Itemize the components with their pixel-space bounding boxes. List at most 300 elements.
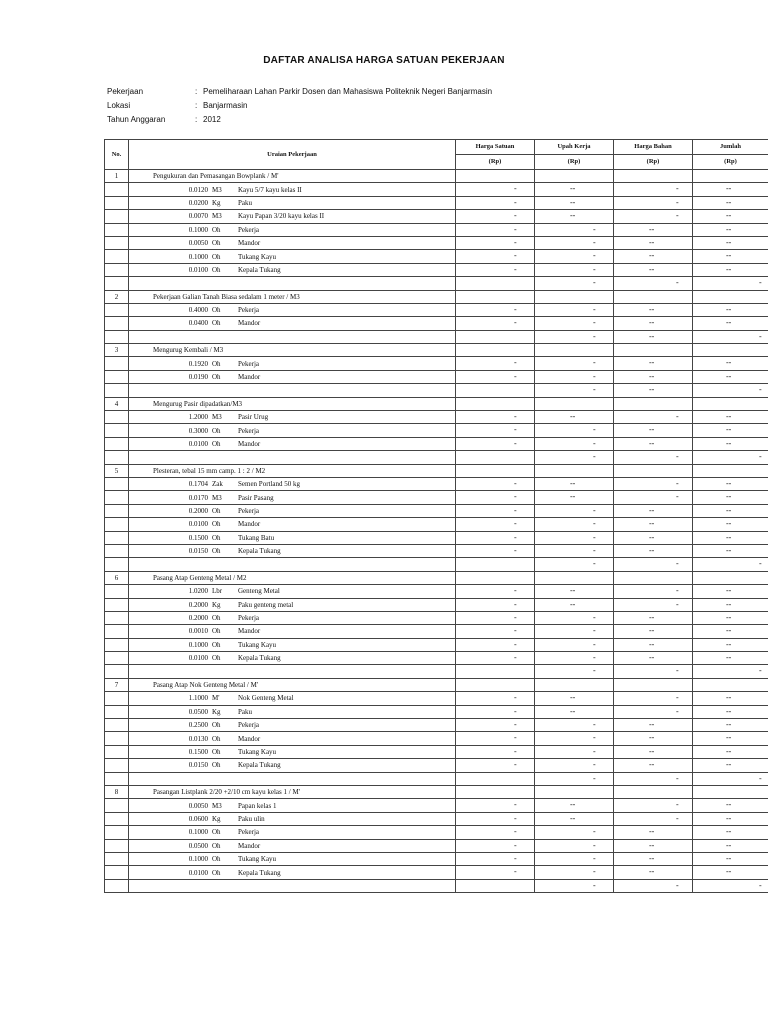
component-cell [129, 531, 456, 544]
component-cell [129, 223, 456, 236]
value-cell [693, 424, 768, 437]
component-name: Mandor [238, 627, 261, 636]
value-cell [693, 210, 768, 223]
section-row [105, 290, 768, 303]
component-name: Paku genteng metal [238, 600, 294, 609]
unit: Oh [212, 225, 221, 234]
value-cell [456, 826, 535, 839]
header-jumlah: Jumlah [693, 140, 768, 155]
placeholder-dash: - [514, 746, 517, 756]
info-row-lokasi: Lokasi : Banjarmasin [107, 100, 248, 110]
placeholder-dash: - [593, 438, 596, 448]
unit: Oh [212, 547, 221, 556]
placeholder-dash: -- [726, 318, 732, 328]
unit: Oh [212, 533, 221, 542]
placeholder-dash: -- [649, 853, 655, 863]
coefficient: 0.0100 [188, 265, 208, 274]
placeholder-dash: - [514, 867, 517, 877]
placeholder-dash: -- [726, 746, 732, 756]
value-cell [456, 236, 535, 249]
placeholder-dash: - [593, 452, 596, 462]
coefficient: 0.0100 [188, 520, 208, 529]
value-cell [693, 745, 768, 758]
component-cell [129, 196, 456, 209]
unit: Oh [212, 319, 221, 328]
value-cell [693, 571, 768, 584]
placeholder-dash: - [514, 478, 517, 488]
placeholder-dash: - [593, 331, 596, 341]
value-cell [535, 384, 614, 397]
component-name: Pekerja [238, 426, 259, 435]
value-cell [693, 344, 768, 357]
table-row [105, 732, 768, 745]
placeholder-dash: - [676, 813, 679, 823]
value-cell [535, 772, 614, 785]
placeholder-dash: -- [649, 425, 655, 435]
value-cell [614, 732, 693, 745]
placeholder-dash: - [759, 880, 762, 890]
placeholder-dash: - [759, 452, 762, 462]
unit: Oh [212, 855, 221, 864]
placeholder-dash: - [514, 813, 517, 823]
placeholder-dash: - [593, 733, 596, 743]
placeholder-dash: - [514, 639, 517, 649]
placeholder-dash: -- [649, 438, 655, 448]
value-cell [456, 424, 535, 437]
component-cell [129, 544, 456, 557]
placeholder-dash: - [676, 452, 679, 462]
placeholder-dash: - [593, 746, 596, 756]
value-cell [693, 183, 768, 196]
coefficient: 0.0010 [188, 627, 208, 636]
placeholder-dash: - [514, 197, 517, 207]
value-cell [614, 236, 693, 249]
placeholder-dash: -- [570, 478, 576, 488]
value-cell [535, 611, 614, 624]
section-row [105, 678, 768, 691]
component-cell [129, 357, 456, 370]
table-row [105, 866, 768, 879]
value-cell [535, 558, 614, 571]
value-cell [614, 759, 693, 772]
placeholder-dash: -- [649, 720, 655, 730]
placeholder-dash: - [514, 505, 517, 515]
component-name: Paku [238, 707, 252, 716]
component-name: Mandor [238, 319, 261, 328]
placeholder-dash: - [514, 519, 517, 529]
placeholder-dash: -- [649, 840, 655, 850]
item-number: 4 [105, 397, 129, 410]
coefficient: 0.2500 [188, 721, 208, 730]
component-cell [129, 611, 456, 624]
value-cell [535, 625, 614, 638]
placeholder-dash: - [676, 412, 679, 422]
item-number: 3 [105, 344, 129, 357]
value-cell [456, 866, 535, 879]
subtotal-row [105, 665, 768, 678]
placeholder-dash: -- [570, 492, 576, 502]
unit: Kg [212, 198, 221, 207]
placeholder-dash: - [593, 760, 596, 770]
component-cell [129, 317, 456, 330]
value-cell [535, 826, 614, 839]
placeholder-dash: - [593, 867, 596, 877]
placeholder-dash: - [514, 733, 517, 743]
coefficient: 0.1000 [188, 855, 208, 864]
item-number: 8 [105, 785, 129, 798]
value-cell [456, 531, 535, 544]
value-cell [456, 504, 535, 517]
value-cell [535, 759, 614, 772]
component-name: Genteng Metal [238, 587, 280, 596]
value-cell [614, 745, 693, 758]
value-cell [693, 518, 768, 531]
component-cell [129, 411, 456, 424]
component-name: Paku [238, 198, 252, 207]
placeholder-dash: - [759, 331, 762, 341]
placeholder-dash: - [514, 532, 517, 542]
value-cell [693, 263, 768, 276]
value-cell [614, 196, 693, 209]
component-name: Pasir Urug [238, 413, 269, 422]
placeholder-dash: -- [726, 586, 732, 596]
unit: Oh [212, 506, 221, 515]
coefficient: 0.2000 [188, 614, 208, 623]
placeholder-dash: -- [649, 760, 655, 770]
value-cell [614, 223, 693, 236]
value-cell [456, 625, 535, 638]
component-cell [129, 852, 456, 865]
unit: M3 [212, 413, 222, 422]
placeholder-dash: -- [726, 840, 732, 850]
value-cell [456, 397, 535, 410]
value-cell [693, 411, 768, 424]
unit: Oh [212, 627, 221, 636]
placeholder-dash: - [593, 653, 596, 663]
component-cell [129, 477, 456, 490]
value-cell [614, 384, 693, 397]
placeholder-dash: - [593, 371, 596, 381]
component-cell [129, 303, 456, 316]
placeholder-dash: - [593, 880, 596, 890]
value-cell [456, 799, 535, 812]
placeholder-dash: -- [726, 612, 732, 622]
section-row [105, 571, 768, 584]
component-name: Pekerja [238, 306, 259, 315]
coefficient: 0.1500 [188, 747, 208, 756]
value-cell [693, 839, 768, 852]
placeholder-dash: - [514, 599, 517, 609]
component-name: Tukang Kayu [238, 640, 277, 649]
placeholder-dash: -- [726, 867, 732, 877]
value-cell [535, 585, 614, 598]
value-cell [693, 303, 768, 316]
coefficient: 0.2000 [188, 600, 208, 609]
value-cell [456, 585, 535, 598]
coefficient: 0.0050 [188, 801, 208, 810]
component-cell [129, 183, 456, 196]
component-name: Tukang Kayu [238, 747, 277, 756]
placeholder-dash: - [593, 237, 596, 247]
value-cell [693, 678, 768, 691]
component-cell [129, 585, 456, 598]
placeholder-dash: - [676, 599, 679, 609]
table-row [105, 799, 768, 812]
value-cell [693, 826, 768, 839]
value-cell [693, 384, 768, 397]
value-cell [614, 692, 693, 705]
placeholder-dash: - [593, 612, 596, 622]
info-value: 2012 [203, 114, 221, 124]
value-cell [614, 451, 693, 464]
value-cell [614, 652, 693, 665]
placeholder-dash: - [514, 840, 517, 850]
placeholder-dash: -- [726, 492, 732, 502]
value-cell [456, 170, 535, 183]
value-cell [535, 839, 614, 852]
unit: Kg [212, 600, 221, 609]
component-name: Kepala Tukang [238, 654, 281, 663]
value-cell [693, 879, 768, 892]
placeholder-dash: - [514, 412, 517, 422]
header-uraian: Uraian Pekerjaan [129, 140, 456, 170]
value-cell [614, 491, 693, 504]
component-name: Kepala Tukang [238, 265, 281, 274]
value-cell [693, 812, 768, 825]
value-cell [456, 196, 535, 209]
placeholder-dash: -- [649, 505, 655, 515]
component-name: Papan kelas 1 [238, 801, 277, 810]
placeholder-dash: - [514, 318, 517, 328]
component-name: Pekerja [238, 721, 259, 730]
table-row [105, 491, 768, 504]
table-row [105, 303, 768, 316]
unit: Oh [212, 426, 221, 435]
table-row [105, 531, 768, 544]
placeholder-dash: - [676, 800, 679, 810]
subtotal-row [105, 879, 768, 892]
value-cell [456, 303, 535, 316]
value-cell [535, 652, 614, 665]
value-cell [535, 732, 614, 745]
value-cell [456, 879, 535, 892]
value-cell [456, 598, 535, 611]
placeholder-dash: -- [726, 760, 732, 770]
component-cell [129, 638, 456, 651]
value-cell [693, 317, 768, 330]
value-cell [535, 866, 614, 879]
table-row [105, 424, 768, 437]
placeholder-dash: - [593, 639, 596, 649]
component-name: Kayu Papan 3/20 kayu kelas II [238, 212, 325, 221]
placeholder-dash: - [593, 278, 596, 288]
table-row [105, 437, 768, 450]
value-cell [614, 170, 693, 183]
coefficient: 0.0050 [188, 239, 208, 248]
value-cell [693, 531, 768, 544]
unit: Oh [212, 721, 221, 730]
value-cell [614, 290, 693, 303]
value-cell [535, 692, 614, 705]
placeholder-dash: - [514, 304, 517, 314]
unit: M3 [212, 801, 222, 810]
placeholder-dash: -- [570, 197, 576, 207]
value-cell [456, 518, 535, 531]
placeholder-dash: - [593, 559, 596, 569]
value-cell [535, 745, 614, 758]
table-row [105, 611, 768, 624]
value-cell [535, 879, 614, 892]
unit: Oh [212, 640, 221, 649]
table-row [105, 692, 768, 705]
value-cell [693, 464, 768, 477]
table-row [105, 518, 768, 531]
value-cell [614, 544, 693, 557]
coefficient: 0.0170 [188, 493, 208, 502]
value-cell [535, 236, 614, 249]
value-cell [456, 210, 535, 223]
placeholder-dash: -- [570, 211, 576, 221]
value-cell [535, 344, 614, 357]
table-row [105, 504, 768, 517]
value-cell [535, 491, 614, 504]
component-cell [129, 210, 456, 223]
placeholder-dash: -- [726, 800, 732, 810]
placeholder-dash: - [593, 840, 596, 850]
subtotal-row [105, 384, 768, 397]
placeholder-dash: - [593, 224, 596, 234]
value-cell [614, 625, 693, 638]
value-cell [614, 183, 693, 196]
value-cell [693, 598, 768, 611]
placeholder-dash: -- [649, 264, 655, 274]
placeholder-dash: - [514, 358, 517, 368]
subtotal-row [105, 451, 768, 464]
value-cell [535, 638, 614, 651]
table-row [105, 812, 768, 825]
info-label: Tahun Anggaran [107, 114, 166, 124]
header-rp: (Rp) [456, 155, 535, 170]
component-name: Tukang Batu [238, 533, 275, 542]
header-upah-kerja: Upah Kerja [535, 140, 614, 155]
table-row [105, 477, 768, 490]
placeholder-dash: -- [726, 639, 732, 649]
placeholder-dash: -- [726, 251, 732, 261]
placeholder-dash: - [676, 478, 679, 488]
component-name: Nok Genteng Metal [238, 694, 294, 703]
value-cell [614, 317, 693, 330]
value-cell [456, 491, 535, 504]
component-name: Pekerja [238, 828, 259, 837]
component-name: Pekerja [238, 614, 259, 623]
placeholder-dash: - [593, 626, 596, 636]
value-cell [614, 210, 693, 223]
table-row [105, 250, 768, 263]
placeholder-dash: - [759, 385, 762, 395]
value-cell [693, 223, 768, 236]
component-cell [129, 491, 456, 504]
value-cell [456, 290, 535, 303]
component-name: Semen Portland 50 kg [238, 480, 301, 489]
subtotal-row [105, 558, 768, 571]
value-cell [456, 705, 535, 718]
table-row [105, 638, 768, 651]
section-row [105, 170, 768, 183]
analysis-table [104, 139, 768, 893]
subtotal-row [105, 772, 768, 785]
value-cell [614, 611, 693, 624]
placeholder-dash: - [514, 693, 517, 703]
component-cell [129, 598, 456, 611]
header-harga-satuan: Harga Satuan [456, 140, 535, 155]
value-cell [456, 558, 535, 571]
placeholder-dash: -- [726, 532, 732, 542]
value-cell [614, 678, 693, 691]
value-cell [614, 785, 693, 798]
unit: Oh [212, 828, 221, 837]
table-row [105, 759, 768, 772]
value-cell [693, 504, 768, 517]
placeholder-dash: -- [649, 224, 655, 234]
component-name: Mandor [238, 734, 261, 743]
value-cell [456, 263, 535, 276]
placeholder-dash: -- [649, 519, 655, 529]
placeholder-dash: -- [726, 827, 732, 837]
table-row [105, 411, 768, 424]
placeholder-dash: - [593, 505, 596, 515]
value-cell [614, 277, 693, 290]
value-cell [456, 183, 535, 196]
placeholder-dash: - [514, 211, 517, 221]
value-cell [614, 598, 693, 611]
value-cell [535, 531, 614, 544]
placeholder-dash: - [676, 880, 679, 890]
placeholder-dash: -- [726, 304, 732, 314]
table-row [105, 839, 768, 852]
coefficient: 0.0200 [188, 198, 208, 207]
placeholder-dash: -- [649, 653, 655, 663]
placeholder-dash: - [514, 626, 517, 636]
coefficient: 0.0100 [188, 440, 208, 448]
placeholder-dash: - [676, 693, 679, 703]
value-cell [693, 290, 768, 303]
unit: M' [212, 694, 220, 703]
unit: Oh [212, 868, 221, 877]
section-row [105, 785, 768, 798]
value-cell [614, 558, 693, 571]
placeholder-dash: - [593, 264, 596, 274]
coefficient: 0.1920 [188, 359, 208, 368]
value-cell [693, 491, 768, 504]
table-row [105, 183, 768, 196]
table-row [105, 196, 768, 209]
value-cell [693, 692, 768, 705]
placeholder-dash: -- [726, 653, 732, 663]
placeholder-dash: -- [726, 224, 732, 234]
value-cell [456, 678, 535, 691]
placeholder-dash: - [593, 318, 596, 328]
value-cell [535, 250, 614, 263]
placeholder-dash: - [676, 184, 679, 194]
placeholder-dash: -- [726, 706, 732, 716]
unit: Oh [212, 761, 221, 770]
placeholder-dash: - [514, 706, 517, 716]
value-cell [456, 772, 535, 785]
placeholder-dash: - [593, 519, 596, 529]
value-cell [693, 170, 768, 183]
component-name: Kayu 5/7 kayu kelas II [238, 185, 302, 194]
placeholder-dash: - [514, 853, 517, 863]
